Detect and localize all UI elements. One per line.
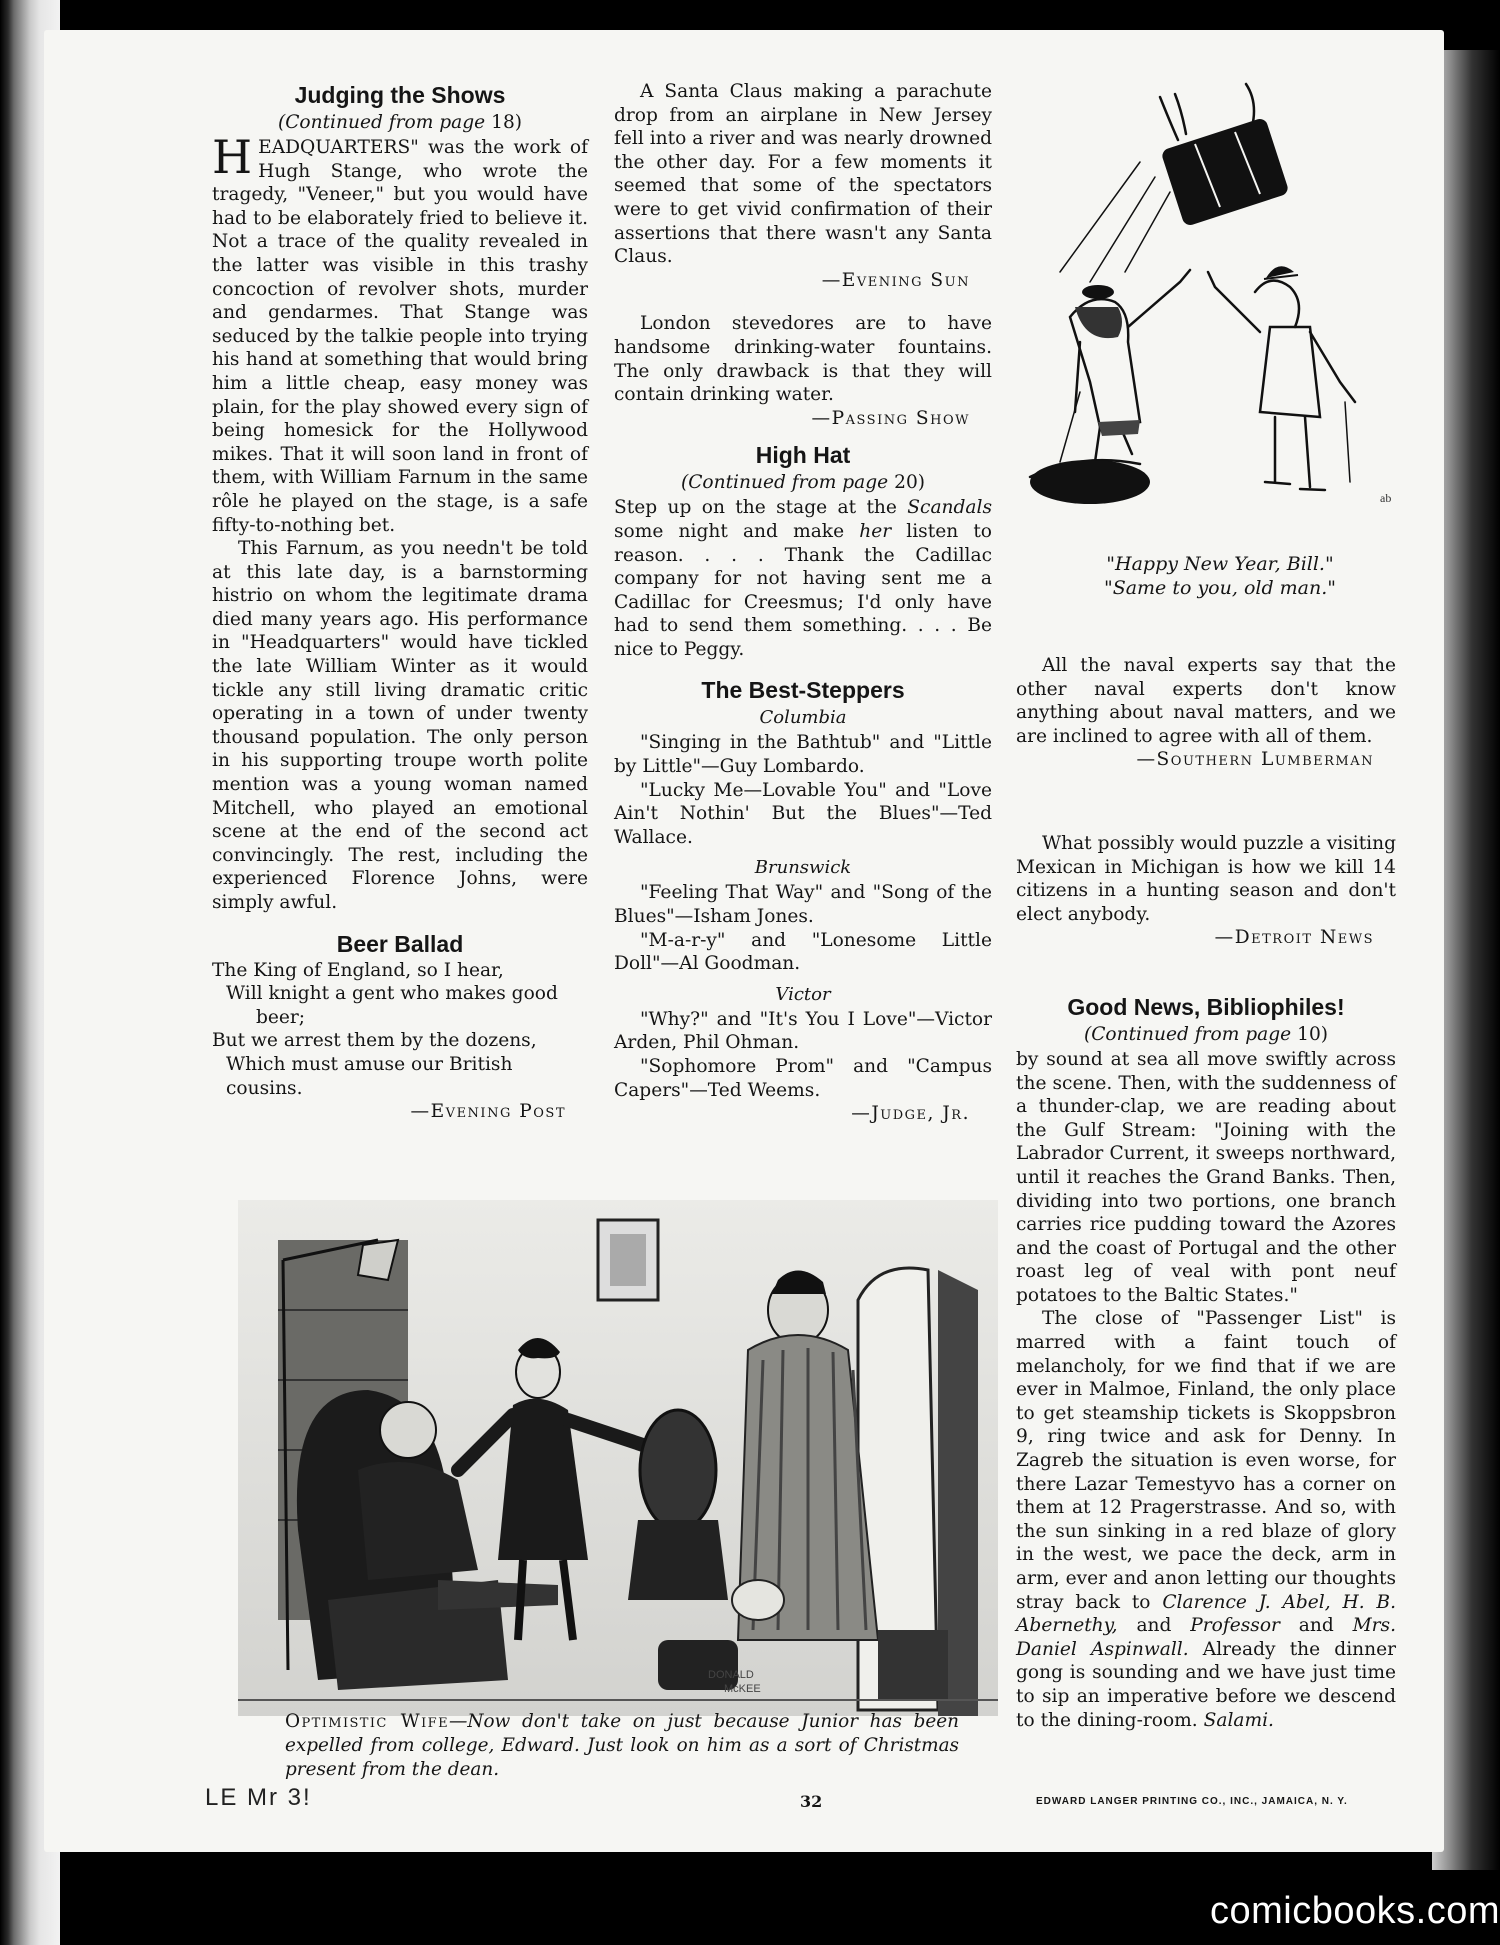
label-brunswick: Brunswick [754,857,852,879]
heading-high-hat: High Hat [755,442,851,469]
verse-line: Will knight a gent who makes good [226,983,558,1005]
bibliophiles-paragraph-2: The close of "Passenger List" is marred with a faint touch of melancholy, for we find that if we are ever in Malmoe, Finland, the only place to get steamship tickets is Skoppsbron 9, ring twice and ask for Denny. In Zagreb the situation is even worse, for there Lazar Temestyvo has a corner on them at 12 Pragerstrasse. And so, with the sun sinking in a red blaze of glory in the west, we pace the deck, arm in arm, ever and anon letting our thoughts stray back to Clarence J. Abel, H. B. Abernethy, and Professor and Mrs. Daniel Aspinwall. Already the dinner gong is sounding and we have just time to sip an imperative before we descend to the dining-room. Salami. [1016,1308,1397,1731]
santa-claus-item: A Santa Claus making a parachute drop from an airplane in New Jersey fell into a river and was nearly drowned the other day. For a few moments it seemed that some of the spectators were to get vivid confirmation of their assertions that there wasn't any Santa Claus. [614,81,992,268]
source-detroit-news: —Detroit News [1214,927,1374,949]
beer-ballad-verse [212,959,588,1101]
heading-best-steppers: The Best-Steppers [701,677,905,704]
naval-experts-item: All the naval experts say that the other naval experts don't know anything about naval matters, and we are inclined to agree with all of them. [1016,655,1396,747]
continued-note: (Continued from page 18) [277,112,523,133]
record-item: "Why?" and "It's You I Love"—Victor Arden, Phil Ohman. [614,1008,992,1054]
column-middle [614,80,992,1126]
judging-paragraph-1: HEADQUARTERS" was the work of Hugh Stange, who wrote the tragedy, "Veneer," but you would have had to be elaborately fried to believe it. Not a trace of the quality revealed in the latter was visible in this trashy concoction of revolver shots, murder and gendarmes. That Stange was seduced by the talkie people into trying his hand at something that would bring him a little cheap, easy money was plain, for the play showed every sign of being homesick for the Hollywood mikes. That it will soon land in front of them, with William Farnum in the same rôle he played on the stage, is a safe fifty-to-nothing bet. [212,130,588,536]
mexican-item: What possibly would puzzle a visiting Mexican in Michigan is how we kill 14 citizens in a hunting season and don't elect anybody. [1016,832,1396,925]
new-year-cartoon [1020,82,1420,522]
source-evening-sun: —Evening Sun [821,269,970,291]
verse-line: beer; [256,1006,306,1028]
source-passing-show: —Passing Show [811,407,970,429]
bibliophiles-paragraph-1: by sound at sea all move swiftly across the scene. Then, with the suddenness of a thunder-clap, we are reading about the Gulf Stream: "Joining with the Labrador Current, it sweeps northward, until it reaches the Grand Banks. Then, dividing into two portions, one branch carries rice pudding toward the Azores and the coast of Portugal and the other roast leg of veal with pont neuf potatoes to the Baltic States." [1016,1048,1396,1306]
source-judge-jr: —Judge, Jr. [851,1103,970,1125]
illustration-drawing [238,1200,998,1716]
column-right [1016,654,1396,1732]
watermark: comicbooks.com [1210,1890,1500,1932]
heading-judging-the-shows: Judging the Shows [294,82,506,108]
column-left [212,80,588,1124]
cartoon-caption: "Happy New Year, Bill." "Same to you, old man." [1103,553,1337,599]
label-columbia: Columbia [759,707,847,729]
record-item: "Singing in the Bathtub" and "Little by Little"—Guy Lombardo. [614,732,992,778]
page-number: 32 [800,1792,823,1811]
heading-beer-ballad: Beer Ballad [336,930,464,957]
printer-credit: EDWARD LANGER PRINTING CO., INC., JAMAICA, N. Y. [1036,1796,1348,1807]
cartoon-drawing [1020,82,1420,522]
cartoon-signature: ab [1380,491,1392,505]
verse-line: Which must amuse our British cousins. [226,1053,513,1099]
caption-text: —Now don't take on just because Junior has been expelled from college, Edward. Just look on him as a sort of Christmas present from the dean. [285,1711,959,1780]
source-evening-post: —Evening Post [410,1101,566,1123]
drop-cap: H [212,130,253,184]
verse-line: But we arrest them by the dozens, [212,1030,537,1052]
heading-good-news-bibliophiles: Good News, Bibliophiles! [1067,993,1345,1020]
caption-title: Optimistic Wife [285,1711,449,1732]
verse-line: The King of England, so I hear, [212,959,504,981]
handwritten-note: LE Mr 3! [205,1784,312,1811]
illustration-signature: McKEE [724,1683,761,1695]
illustration-signature: DONALD [708,1669,754,1681]
record-item: "M-a-r-y" and "Lonesome Little Doll"—Al Goodman. [614,929,992,975]
london-stevedores-item: London stevedores are to have handsome drinking-water fountains. The only drawback is that they will contain drinking water. [614,313,992,406]
illustration-caption [285,1710,959,1782]
record-item: "Sophomore Prom" and "Campus Capers"—Ted Weems. [614,1056,992,1101]
continued-note: (Continued from page 10) [1083,1023,1329,1045]
record-item: "Lucky Me—Lovable You" and "Love Ain't Nothin' But the Blues"—Ted Wallace. [614,779,992,848]
source-southern-lumberman: —Southern Lumberman [1136,749,1374,771]
record-item: "Feeling That Way" and "Song of the Blues"—Isham Jones. [614,882,992,928]
continued-note: (Continued from page 20) [680,472,926,494]
judging-paragraph-2: This Farnum, as you needn't be told at this late day, is a barnstorming histrio on whom the legitimate drama died many years ago. His performance in "Headquarters" would have tickled the late William Winter as it would tickle any still living dramatic critic operating in a town of under twenty thousand population. The only person in his supporting troupe worth polite mention was a young woman named Mitchell, who played an emotional scene at the end of the second act convincingly. The rest, including the experienced Florence Johns, were simply awful. [212,538,588,913]
high-hat-text: Step up on the stage at the Scandals some night and make her listen to reason. . . . Thank the Cadillac company for not having sent me a Cadillac for Creesmus; I'd only have had to send them something. . . . Be nice to Peggy. [614,497,992,660]
label-victor: Victor [775,983,831,1005]
optimistic-wife-illustration [238,1200,998,1716]
